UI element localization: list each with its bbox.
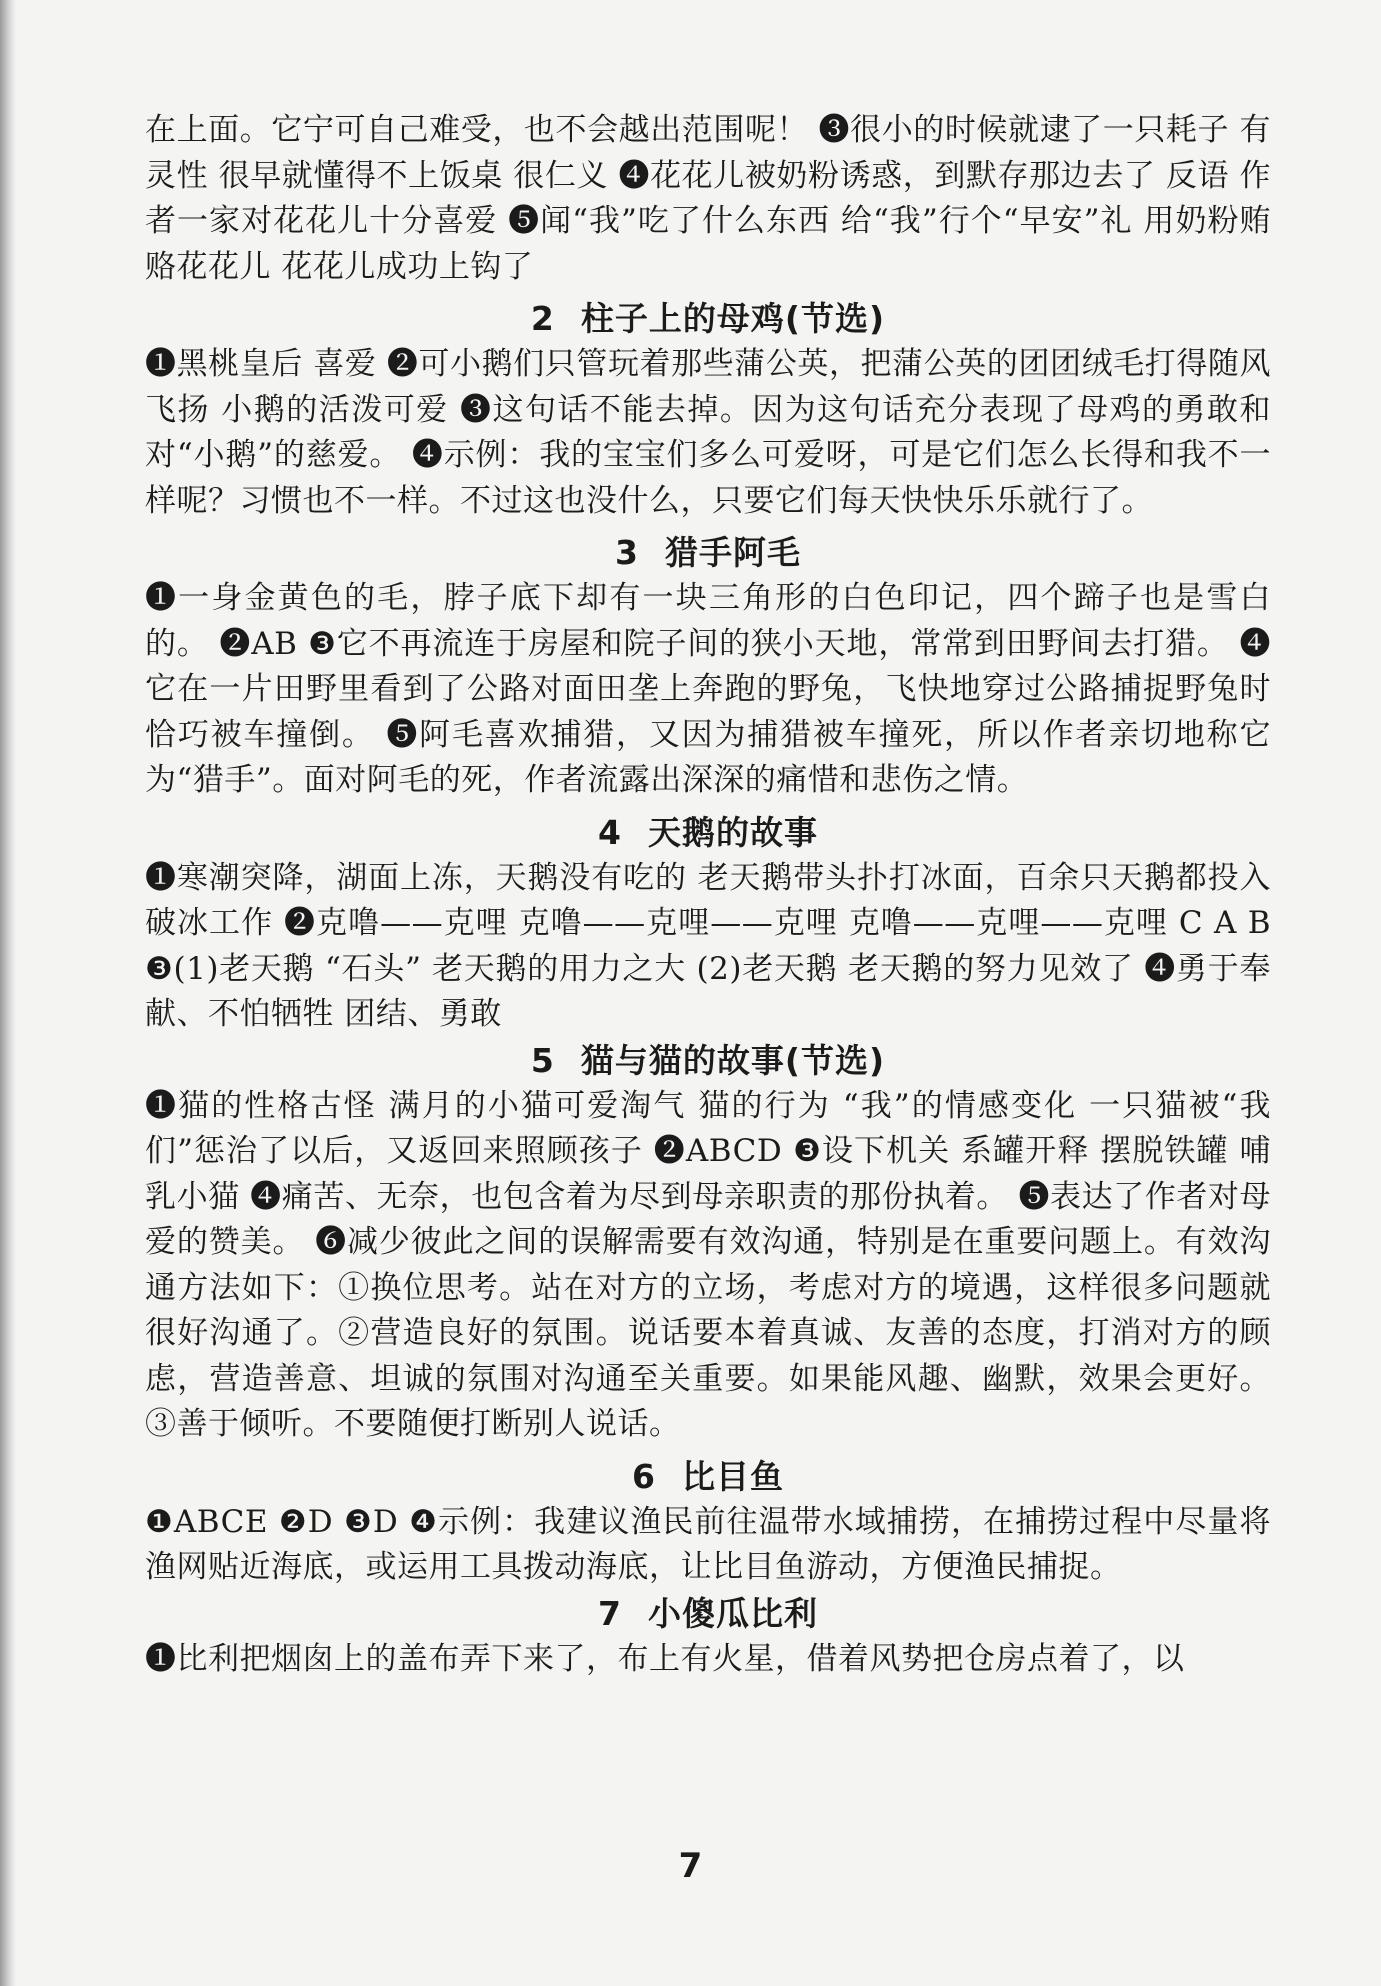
- section-number: 4: [598, 812, 622, 852]
- section-number: 2: [530, 299, 555, 338]
- section-heading-6: [145, 1454, 1271, 1500]
- section-heading-2: [145, 296, 1271, 342]
- section-answer-6: ❶ABCE ❷D ❸D ❹示例：我建议渔民前往温带水域捕捞，在捕捞过程中尽量将渔网贴近海底，或运用工具拨动海底，让比目鱼游动，方便渔民捕捉。: [145, 1503, 1271, 1585]
- section-number: 7: [598, 1593, 622, 1633]
- section-answer-5: ❶猫的性格古怪 满月的小猫可爱淘气 猫的行为 “我”的情感变化 一只猫被“我们”惩治了以后，又返回来照顾孩子 ❷ABCD ❸设下机关 系罐开释 摆脱铁罐 哺乳小猫 ❹痛苦、无奈，也包含着为尽到母亲职责的那份执着。 ❺表达了作者对母爱的赞美。 ❻减少彼此之间的误解需要有效沟通，特别是在重要问题上。有效沟通方法如下：①换位思考。站在对方的立场，考虑对方的境遇，这样很多问题就很好沟通了。②营造良好的氛围。说话要本着真诚、友善的态度，打消对方的顾虑，营造善意、坦诚的氛围对沟通至关重要。如果能风趣、幽默，效果会更好。③善于倾听。不要随便打断别人说话。: [145, 1087, 1271, 1442]
- section-heading-4: [145, 810, 1271, 856]
- section-title: 猎手阿毛: [664, 533, 801, 572]
- section-heading-7: [145, 1591, 1271, 1637]
- intro-paragraph: 在上面。它宁可自己难受，也不会越出范围呢！ ❸很小的时候就逮了一只耗子 有灵性 很早就懂得不上饭桌 很仁义 ❹花花儿被奶粉诱惑，到默存那边去了 反语 作者一家对花花儿十分喜爱 ❺闻“我”吃了什么东西 给“我”行个“早安”礼 用奶粉贿赂花花儿 花花儿成功上钩了: [145, 112, 1271, 285]
- section-title: 猫与猫的故事(节选): [580, 1040, 886, 1080]
- section-title: 比目鱼: [681, 1456, 784, 1496]
- section-number: 5: [530, 1040, 555, 1080]
- section-answer-4: ❶寒潮突降，湖面上冻，天鹅没有吃的 老天鹅带头扑打冰面，百余只天鹅都投入破冰工作 ❷克噜——克哩 克噜——克哩——克哩 克噜——克哩——克哩 C A B ❸(1)老天鹅 “石头” 老天鹅的用力之大 (2)老天鹅 老天鹅的努力见效了 ❹勇于奉献、不怕牺牲 团结、勇敢: [145, 859, 1271, 1032]
- section-title: 柱子上的母鸡(节选): [580, 299, 886, 338]
- section-answer-3: ❶一身金黄色的毛，脖子底下却有一块三角形的白色印记，四个蹄子也是雪白的。 ❷AB ❸它不再流连于房屋和院子间的狭小天地，常常到田野间去打猎。 ❹它在一片田野里看到了公路对面田垄上奔跑的野兔，飞快地穿过公路捕捉野兔时恰巧被车撞倒。 ❺阿毛喜欢捕猎，又因为捕猎被车撞死，所以作者亲切地称它为“猎手”。面对阿毛的死，作者流露出深深的痛惜和悲伤之情。: [145, 580, 1271, 798]
- section-title: 小傻瓜比利: [647, 1593, 818, 1633]
- section-answer-7: ❶比利把烟囱上的盖布弄下来了，布上有火星，借着风势把仓房点着了，以: [145, 1640, 1185, 1677]
- page-edge-shadow: [0, 0, 16, 1986]
- section-heading-5: [145, 1038, 1271, 1084]
- section-number: 3: [615, 533, 639, 572]
- section-number: 6: [632, 1456, 656, 1496]
- section-title: 天鹅的故事: [647, 812, 818, 852]
- page-number: 7: [678, 1846, 703, 1886]
- section-answer-2: ❶黑桃皇后 喜爱 ❷可小鹅们只管玩着那些蒲公英，把蒲公英的团团绒毛打得随风飞扬 小鹅的活泼可爱 ❸这句话不能去掉。因为这句话充分表现了母鸡的勇敢和对“小鹅”的慈爱。 ❹示例：我的宝宝们多么可爱呀，可是它们怎么长得和我不一样呢？习惯也不一样。不过这也没什么，只要它们每天快快乐乐就行了。: [145, 346, 1271, 519]
- section-heading-3: [145, 530, 1271, 576]
